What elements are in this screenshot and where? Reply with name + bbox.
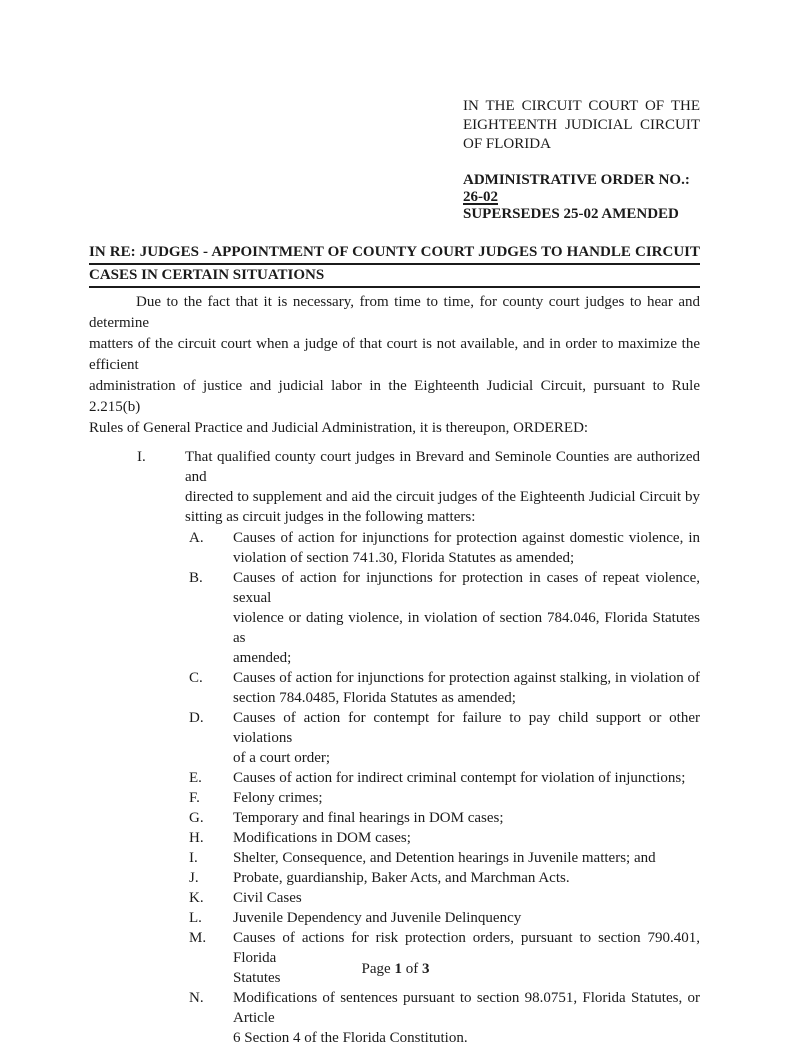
list-item-line: violation of section 741.30, Florida Statutes as amended; [233,550,575,566]
section-label: I. [137,449,146,465]
list-item-line: 6 Section 4 of the Florida Constitution. [233,1030,468,1046]
page-footer [0,961,791,978]
list-item-line: Causes of action for injunctions for protection against stalking, in violation of [233,670,700,686]
intro-line: Due to the fact that it is necessary, from time to time, for county court judges to hear and determine [89,294,700,331]
section-line: That qualified county court judges in Brevard and Seminole Counties are authorized and [185,449,700,485]
document-title-line: CASES IN CERTAIN SITUATIONS [89,265,700,288]
list-item-line: Shelter, Consequence, and Detention hearings in Juvenile matters; and [233,850,656,866]
document-header-column [463,97,700,223]
list-item [89,928,700,988]
list-item-label: N. [189,990,204,1006]
list-item-line: Modifications in DOM cases; [233,830,411,846]
list-item [89,568,700,668]
page-number-total: 3 [421,961,430,977]
list-item-label: E. [189,770,202,786]
section-line: directed to supplement and aid the circuit judges of the Eighteenth Judicial Circuit by [185,489,700,505]
administrative-order-block [463,172,700,223]
supersedes-note: SUPERSEDES 25-02 AMENDED [463,206,679,222]
page-number-current: 1 [394,961,402,977]
list-item [89,668,700,708]
list-item-line: Causes of action for injunctions for protection in cases of repeat violence, sexual [233,570,700,606]
list-item-line: Civil Cases [233,890,302,906]
intro-paragraph [89,292,700,439]
list-item [89,828,700,848]
intro-line: Rules of General Practice and Judicial Administration, it is thereupon, ORDERED: [89,420,589,436]
list-item-label: C. [189,670,203,686]
list-item [89,848,700,868]
intro-line: matters of the circuit court when a judge of that court is not available, and in order to maximize the efficient [89,336,700,373]
court-header-line: IN THE CIRCUIT COURT OF THE [463,98,700,114]
list-item-label: H. [189,830,204,846]
list-item [89,908,700,928]
document-title [89,242,700,288]
document-title-line: IN RE: JUDGES - APPOINTMENT OF COUNTY COURT JUDGES TO HANDLE CIRCUIT [89,242,700,265]
list-item [89,528,700,568]
administrative-order-number: 26-02 [463,189,498,205]
section-line: sitting as circuit judges in the following matters: [185,509,476,525]
list-item-label: J. [189,870,199,886]
list-item [89,708,700,768]
list-item-line: section 784.0485, Florida Statutes as amended; [233,690,516,706]
list-item-line: amended; [233,650,292,666]
list-item-line: Causes of action for injunctions for protection against domestic violence, in [233,530,700,546]
list-item-line: of a court order; [233,750,331,766]
list-item-label: D. [189,710,204,726]
page-footer-prefix: Page [361,961,395,977]
list-item-line: Modifications of sentences pursuant to section 98.0751, Florida Statutes, or Article [233,990,700,1026]
list-item [89,888,700,908]
list-item-line: Statutes [233,970,281,986]
list-item-line: violence or dating violence, in violation of section 784.046, Florida Statutes as [233,610,700,646]
administrative-order-label: ADMINISTRATIVE ORDER NO.: [463,172,690,188]
list-item-label: A. [189,530,204,546]
list-item-label: K. [189,890,204,906]
court-header [463,97,700,154]
section-roman-i [89,447,700,527]
document-content [89,0,700,1048]
list-item-label: F. [189,790,200,806]
list-item-label: G. [189,810,204,826]
court-header-line: EIGHTEENTH JUDICIAL CIRCUIT [463,117,700,133]
list-item-label: M. [189,930,207,946]
list-item-label: B. [189,570,203,586]
list-item [89,868,700,888]
intro-line: administration of justice and judicial labor in the Eighteenth Judicial Circuit, pursuant to Rule 2.215(b) [89,378,700,415]
list-item [89,988,700,1048]
list-item-label: L. [189,910,202,926]
list-item-line: Causes of actions for risk protection orders, pursuant to section 790.401, Florida [233,930,700,966]
list-item-line: Causes of action for indirect criminal contempt for violation of injunctions; [233,770,686,786]
list-item [89,768,700,788]
list-item-line: Temporary and final hearings in DOM cases; [233,810,504,826]
court-header-line: OF FLORIDA [463,136,551,152]
list-item [89,788,700,808]
list-item-line: Causes of action for contempt for failure to pay child support or other violations [233,710,700,746]
list-item-line: Felony crimes; [233,790,323,806]
list-item-label: I. [189,850,198,866]
page-footer-infix: of [401,961,422,977]
list-item [89,808,700,828]
list-item-line: Juvenile Dependency and Juvenile Delinquency [233,910,522,926]
list-item-line: Probate, guardianship, Baker Acts, and Marchman Acts. [233,870,570,886]
